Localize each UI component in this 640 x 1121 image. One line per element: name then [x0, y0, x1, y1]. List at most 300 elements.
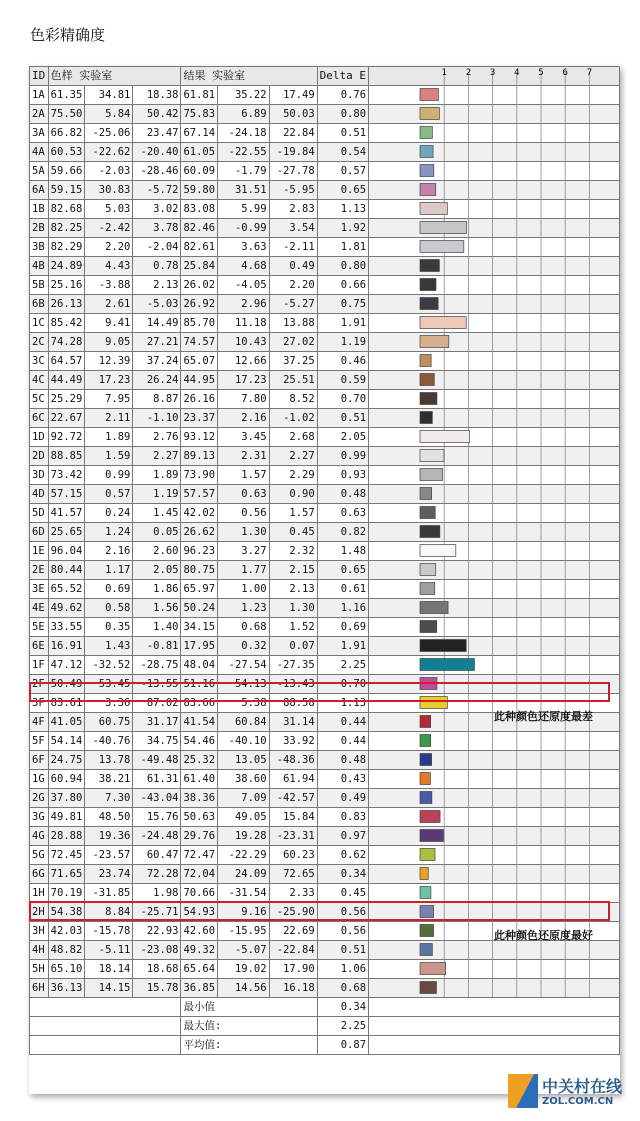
sample-lab-value: 24.75	[48, 751, 85, 770]
delta-e-value: 0.46	[317, 352, 368, 371]
sample-lab-value: 38.21	[85, 770, 133, 789]
sample-lab-value: 25.16	[48, 276, 85, 295]
result-lab-value: 25.32	[181, 751, 218, 770]
sample-lab-value: -1.10	[133, 409, 181, 428]
delta-e-bar	[420, 488, 432, 500]
sample-lab-value: 1.89	[133, 466, 181, 485]
delta-e-value: 1.91	[317, 637, 368, 656]
result-lab-value: -1.02	[269, 409, 317, 428]
delta-e-bar	[420, 431, 470, 443]
delta-e-value: 1.19	[317, 333, 368, 352]
sample-lab-value: 50.49	[48, 675, 85, 694]
result-lab-value: 0.45	[269, 523, 317, 542]
sample-lab-value: 33.55	[48, 618, 85, 637]
sample-lab-value: 9.41	[85, 314, 133, 333]
delta-e-bar	[420, 564, 436, 576]
delta-e-bar	[420, 849, 435, 861]
sample-lab-value: 87.02	[133, 694, 181, 713]
row-id: 3C	[30, 352, 49, 371]
result-lab-value: 31.14	[269, 713, 317, 732]
result-lab-value: 4.68	[218, 257, 270, 276]
result-lab-value: 49.05	[218, 808, 270, 827]
delta-e-bar	[420, 184, 436, 196]
sample-lab-value: -23.57	[85, 846, 133, 865]
sample-lab-value: -5.03	[133, 295, 181, 314]
row-id: 2E	[30, 561, 49, 580]
sample-lab-value: 65.10	[48, 960, 85, 979]
result-lab-value: 17.90	[269, 960, 317, 979]
result-lab-value: -19.84	[269, 143, 317, 162]
delta-e-value: 0.61	[317, 580, 368, 599]
result-lab-value: -2.11	[269, 238, 317, 257]
delta-e-value: 0.54	[317, 143, 368, 162]
sample-lab-value: 3.02	[133, 200, 181, 219]
sample-lab-value: -24.48	[133, 827, 181, 846]
result-lab-value: 1.57	[269, 504, 317, 523]
delta-e-value: 0.59	[317, 371, 368, 390]
result-lab-value: -5.07	[218, 941, 270, 960]
delta-e-value: 0.51	[317, 409, 368, 428]
result-lab-value: 15.84	[269, 808, 317, 827]
sample-lab-value: 34.81	[85, 86, 133, 105]
result-lab-value: 10.43	[218, 333, 270, 352]
sample-lab-value: 59.15	[48, 181, 85, 200]
delta-e-bar	[420, 602, 448, 614]
sample-lab-value: -28.46	[133, 162, 181, 181]
result-lab-value: 25.84	[181, 257, 218, 276]
row-id: 5F	[30, 732, 49, 751]
delta-e-value: 0.51	[317, 124, 368, 143]
sample-lab-value: 26.13	[48, 295, 85, 314]
sample-lab-value: 19.36	[85, 827, 133, 846]
sample-lab-value: 23.74	[85, 865, 133, 884]
sample-lab-value: 49.81	[48, 808, 85, 827]
row-id: 1A	[30, 86, 49, 105]
row-id: 5C	[30, 390, 49, 409]
result-lab-value: 17.23	[218, 371, 270, 390]
result-lab-value: 2.96	[218, 295, 270, 314]
page-title: 色彩精确度	[30, 26, 106, 44]
delta-e-value: 1.06	[317, 960, 368, 979]
result-lab-value: 2.13	[269, 580, 317, 599]
header-delta: Delta E	[317, 67, 368, 86]
result-lab-value: 72.47	[181, 846, 218, 865]
result-lab-value: -4.05	[218, 276, 270, 295]
delta-e-value: 0.49	[317, 789, 368, 808]
result-lab-value: 61.40	[181, 770, 218, 789]
result-lab-value: 19.28	[218, 827, 270, 846]
result-lab-value: 60.09	[181, 162, 218, 181]
sample-lab-value: 13.78	[85, 751, 133, 770]
sample-lab-value: 70.19	[48, 884, 85, 903]
delta-e-value: 0.56	[317, 922, 368, 941]
sample-lab-value: 16.91	[48, 637, 85, 656]
delta-e-bar	[420, 545, 456, 557]
row-id: 5B	[30, 276, 49, 295]
result-lab-value: 59.80	[181, 181, 218, 200]
result-lab-value: 1.52	[269, 618, 317, 637]
result-lab-value: 3.45	[218, 428, 270, 447]
row-id: 1D	[30, 428, 49, 447]
worst-note: 此种颜色还原度最差	[494, 710, 593, 723]
sample-lab-value: 31.17	[133, 713, 181, 732]
sample-lab-value: -43.04	[133, 789, 181, 808]
sample-lab-value: 53.45	[85, 675, 133, 694]
delta-e-bar	[420, 89, 438, 101]
result-lab-value: 44.95	[181, 371, 218, 390]
sample-lab-value: 41.05	[48, 713, 85, 732]
result-lab-value: -27.54	[218, 656, 270, 675]
header-id: ID	[30, 67, 49, 86]
delta-e-bar	[420, 469, 443, 481]
result-lab-value: -13.43	[269, 675, 317, 694]
result-lab-value: 54.13	[218, 675, 270, 694]
summary-value: 0.34	[317, 998, 368, 1017]
sample-lab-value: 65.52	[48, 580, 85, 599]
sample-lab-value: 7.30	[85, 789, 133, 808]
row-id: 5D	[30, 504, 49, 523]
result-lab-value: 26.16	[181, 390, 218, 409]
result-lab-value: 50.63	[181, 808, 218, 827]
sample-lab-value: 2.05	[133, 561, 181, 580]
delta-e-value: 0.93	[317, 466, 368, 485]
tick-label: 1	[441, 68, 447, 78]
sample-lab-value: 0.69	[85, 580, 133, 599]
delta-e-value: 0.48	[317, 485, 368, 504]
sample-lab-value: 18.38	[133, 86, 181, 105]
sample-lab-value: 0.58	[85, 599, 133, 618]
delta-e-bar	[420, 317, 466, 329]
row-id: 1C	[30, 314, 49, 333]
sample-lab-value: 59.66	[48, 162, 85, 181]
delta-e-value: 0.34	[317, 865, 368, 884]
result-lab-value: -5.27	[269, 295, 317, 314]
result-lab-value: 37.25	[269, 352, 317, 371]
row-id: 3D	[30, 466, 49, 485]
delta-e-bar	[420, 773, 430, 785]
sample-lab-value: 2.27	[133, 447, 181, 466]
result-lab-value: 2.29	[269, 466, 317, 485]
summary-label: 平均值:	[181, 1036, 317, 1055]
result-lab-value: 1.77	[218, 561, 270, 580]
delta-e-bar	[420, 754, 432, 766]
row-id: 1H	[30, 884, 49, 903]
result-lab-value: 12.66	[218, 352, 270, 371]
result-lab-value: -22.55	[218, 143, 270, 162]
result-lab-value: 73.90	[181, 466, 218, 485]
sample-lab-value: 8.84	[85, 903, 133, 922]
delta-e-value: 1.81	[317, 238, 368, 257]
result-lab-value: -1.79	[218, 162, 270, 181]
result-lab-value: 27.02	[269, 333, 317, 352]
result-lab-value: -31.54	[218, 884, 270, 903]
sample-lab-value: 14.49	[133, 314, 181, 333]
result-lab-value: 61.05	[181, 143, 218, 162]
sample-lab-value: 82.68	[48, 200, 85, 219]
row-id: 1G	[30, 770, 49, 789]
sample-lab-value: -13.55	[133, 675, 181, 694]
delta-e-value: 0.48	[317, 751, 368, 770]
delta-e-value: 1.48	[317, 542, 368, 561]
summary-label: 最小值	[181, 998, 317, 1017]
sample-lab-value: -0.81	[133, 637, 181, 656]
result-lab-value: 88.58	[269, 694, 317, 713]
sample-lab-value: 2.13	[133, 276, 181, 295]
sample-lab-value: 17.23	[85, 371, 133, 390]
delta-e-value: 1.13	[317, 694, 368, 713]
result-lab-value: 60.84	[218, 713, 270, 732]
delta-e-bar	[420, 146, 433, 158]
sample-lab-value: 14.15	[85, 979, 133, 998]
sample-lab-value: -5.11	[85, 941, 133, 960]
result-lab-value: 25.51	[269, 371, 317, 390]
summary-value: 2.25	[317, 1017, 368, 1036]
tick-label: 6	[562, 68, 568, 78]
row-id: 6H	[30, 979, 49, 998]
sample-lab-value: 54.14	[48, 732, 85, 751]
sample-lab-value: -2.03	[85, 162, 133, 181]
sample-lab-value: 24.89	[48, 257, 85, 276]
delta-e-value: 2.05	[317, 428, 368, 447]
result-lab-value: 1.57	[218, 466, 270, 485]
delta-e-bar	[420, 887, 431, 899]
sample-lab-value: 1.86	[133, 580, 181, 599]
row-id: 2H	[30, 903, 49, 922]
sample-lab-value: 41.57	[48, 504, 85, 523]
sample-lab-value: 85.42	[48, 314, 85, 333]
result-lab-value: 26.02	[181, 276, 218, 295]
sample-lab-value: 15.78	[133, 979, 181, 998]
result-lab-value: 31.51	[218, 181, 270, 200]
result-lab-value: 33.92	[269, 732, 317, 751]
result-lab-value: 0.68	[218, 618, 270, 637]
sample-lab-value: 2.20	[85, 238, 133, 257]
delta-e-bar	[420, 868, 428, 880]
delta-e-value: 0.68	[317, 979, 368, 998]
delta-e-value: 0.45	[317, 884, 368, 903]
result-lab-value: 7.09	[218, 789, 270, 808]
row-id: 6C	[30, 409, 49, 428]
delta-e-value: 1.13	[317, 200, 368, 219]
result-lab-value: 93.12	[181, 428, 218, 447]
sample-lab-value: 18.68	[133, 960, 181, 979]
delta-e-bar	[420, 640, 466, 652]
result-lab-value: -15.95	[218, 922, 270, 941]
row-id: 5H	[30, 960, 49, 979]
sample-lab-value: 37.24	[133, 352, 181, 371]
sample-lab-value: 50.42	[133, 105, 181, 124]
row-id: 1E	[30, 542, 49, 561]
result-lab-value: 1.30	[269, 599, 317, 618]
delta-e-bar	[420, 260, 439, 272]
result-lab-value: 2.83	[269, 200, 317, 219]
row-id: 6D	[30, 523, 49, 542]
sample-lab-value: 2.60	[133, 542, 181, 561]
result-lab-value: 2.15	[269, 561, 317, 580]
result-lab-value: 1.30	[218, 523, 270, 542]
delta-e-bar	[420, 621, 437, 633]
sample-lab-value: 88.85	[48, 447, 85, 466]
result-lab-value: 14.56	[218, 979, 270, 998]
delta-e-bar	[420, 583, 435, 595]
result-lab-value: 72.04	[181, 865, 218, 884]
delta-e-bar	[420, 792, 432, 804]
result-lab-value: 72.65	[269, 865, 317, 884]
delta-e-value: 0.76	[317, 86, 368, 105]
sample-lab-value: 64.57	[48, 352, 85, 371]
delta-e-bar	[420, 393, 437, 405]
delta-e-value: 0.43	[317, 770, 368, 789]
result-lab-value: 51.16	[181, 675, 218, 694]
result-lab-value: 6.89	[218, 105, 270, 124]
result-lab-value: 89.13	[181, 447, 218, 466]
result-lab-value: -48.36	[269, 751, 317, 770]
delta-e-bar	[420, 830, 443, 842]
result-lab-value: 61.81	[181, 86, 218, 105]
sample-lab-value: 8.87	[133, 390, 181, 409]
sample-lab-value: 60.53	[48, 143, 85, 162]
row-id: 2G	[30, 789, 49, 808]
result-lab-value: 70.66	[181, 884, 218, 903]
result-lab-value: -24.18	[218, 124, 270, 143]
delta-e-bar	[420, 450, 444, 462]
result-lab-value: -27.35	[269, 656, 317, 675]
sample-lab-value: -31.85	[85, 884, 133, 903]
delta-e-value: 0.80	[317, 105, 368, 124]
result-lab-value: 13.05	[218, 751, 270, 770]
result-lab-value: -40.10	[218, 732, 270, 751]
result-lab-value: 2.16	[218, 409, 270, 428]
sample-lab-value: 0.35	[85, 618, 133, 637]
delta-e-bar	[420, 374, 434, 386]
row-id: 6F	[30, 751, 49, 770]
row-id: 4B	[30, 257, 49, 276]
sample-lab-value: 74.28	[48, 333, 85, 352]
result-lab-value: 36.85	[181, 979, 218, 998]
delta-e-bar	[420, 944, 432, 956]
sample-lab-value: -25.06	[85, 124, 133, 143]
sample-lab-value: -32.52	[85, 656, 133, 675]
result-lab-value: 11.18	[218, 314, 270, 333]
best-note: 此种颜色还原度最好	[494, 929, 593, 942]
sample-lab-value: 9.05	[85, 333, 133, 352]
tick-label: 2	[465, 68, 472, 78]
result-lab-value: 8.52	[269, 390, 317, 409]
sample-lab-value: 1.98	[133, 884, 181, 903]
result-lab-value: 29.76	[181, 827, 218, 846]
row-id: 4D	[30, 485, 49, 504]
delta-e-bar	[420, 659, 474, 671]
sample-lab-value: 0.24	[85, 504, 133, 523]
result-lab-value: 82.46	[181, 219, 218, 238]
sample-lab-value: 1.43	[85, 637, 133, 656]
delta-e-value: 0.62	[317, 846, 368, 865]
row-id: 3E	[30, 580, 49, 599]
row-id: 5G	[30, 846, 49, 865]
sample-lab-value: 1.17	[85, 561, 133, 580]
sample-lab-value: -2.04	[133, 238, 181, 257]
result-lab-value: 48.04	[181, 656, 218, 675]
sample-lab-value: 1.24	[85, 523, 133, 542]
sample-lab-value: -2.42	[85, 219, 133, 238]
sample-lab-value: 60.75	[85, 713, 133, 732]
sample-lab-value: -28.75	[133, 656, 181, 675]
tick-label: 4	[514, 68, 520, 78]
result-lab-value: 0.07	[269, 637, 317, 656]
result-lab-value: 75.83	[181, 105, 218, 124]
result-lab-value: 54.46	[181, 732, 218, 751]
result-lab-value: -0.99	[218, 219, 270, 238]
sample-lab-value: -20.40	[133, 143, 181, 162]
result-lab-value: 22.84	[269, 124, 317, 143]
sample-lab-value: -22.62	[85, 143, 133, 162]
row-id: 2F	[30, 675, 49, 694]
result-lab-value: 2.20	[269, 276, 317, 295]
result-lab-value: 0.49	[269, 257, 317, 276]
sample-lab-value: 28.88	[48, 827, 85, 846]
result-lab-value: 3.54	[269, 219, 317, 238]
header-sample: 色样 实验室	[48, 67, 181, 86]
sample-lab-value: 72.45	[48, 846, 85, 865]
result-lab-value: 41.54	[181, 713, 218, 732]
row-id: 4E	[30, 599, 49, 618]
row-id: 5A	[30, 162, 49, 181]
sample-lab-value: 60.94	[48, 770, 85, 789]
result-lab-value: 42.02	[181, 504, 218, 523]
sample-lab-value: 61.31	[133, 770, 181, 789]
sample-lab-value: 83.61	[48, 694, 85, 713]
delta-e-value: 0.69	[317, 618, 368, 637]
best-highlight	[29, 901, 610, 921]
result-lab-value: 83.66	[181, 694, 218, 713]
sample-lab-value: 27.21	[133, 333, 181, 352]
sample-lab-value: 2.16	[85, 542, 133, 561]
result-lab-value: 2.32	[269, 542, 317, 561]
row-id: 3A	[30, 124, 49, 143]
result-lab-value: 2.31	[218, 447, 270, 466]
row-id: 3H	[30, 922, 49, 941]
delta-e-bar	[420, 982, 436, 994]
sample-lab-value: 2.11	[85, 409, 133, 428]
delta-e-bar	[420, 241, 464, 253]
delta-e-value: 2.25	[317, 656, 368, 675]
sample-lab-value: 22.67	[48, 409, 85, 428]
result-lab-value: 50.24	[181, 599, 218, 618]
logo-subtext: ZOL.COM.CN	[542, 1096, 614, 1107]
sample-lab-value: 82.29	[48, 238, 85, 257]
delta-e-value: 0.44	[317, 732, 368, 751]
sample-lab-value: 5.03	[85, 200, 133, 219]
sample-lab-value: 2.76	[133, 428, 181, 447]
delta-e-bar	[420, 811, 440, 823]
sample-lab-value: 25.29	[48, 390, 85, 409]
sample-lab-value: 36.13	[48, 979, 85, 998]
delta-e-value: 0.44	[317, 713, 368, 732]
result-lab-value: 2.68	[269, 428, 317, 447]
sample-lab-value: 48.82	[48, 941, 85, 960]
delta-e-bar	[420, 127, 432, 139]
sample-lab-value: 1.89	[85, 428, 133, 447]
result-lab-value: -22.84	[269, 941, 317, 960]
result-lab-value: 17.49	[269, 86, 317, 105]
result-lab-value: 65.07	[181, 352, 218, 371]
result-lab-value: 16.18	[269, 979, 317, 998]
sample-lab-value: 1.45	[133, 504, 181, 523]
delta-e-bar	[420, 963, 446, 975]
sample-lab-value: -5.72	[133, 181, 181, 200]
result-lab-value: 61.94	[269, 770, 317, 789]
row-id: 4G	[30, 827, 49, 846]
